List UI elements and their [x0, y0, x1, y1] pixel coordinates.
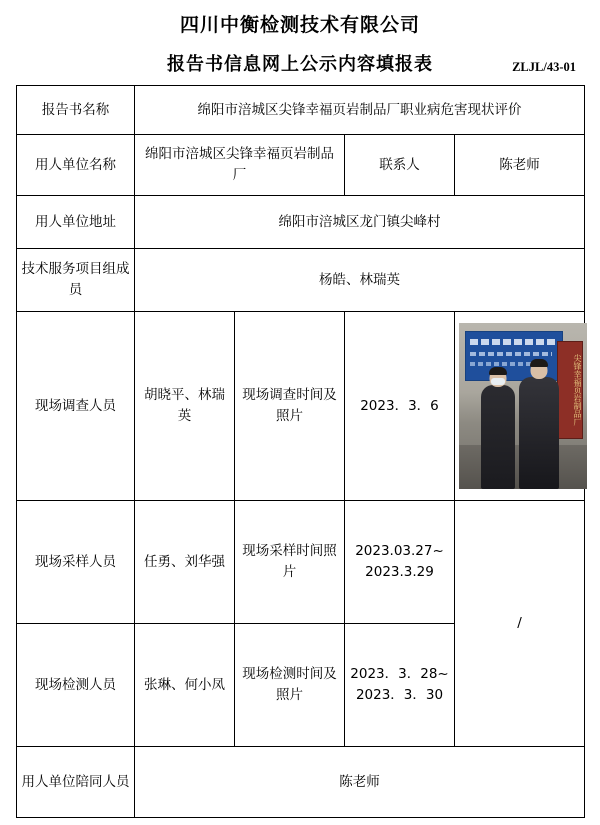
photo-scroll-text: 尖锋幸福页岩制品厂: [573, 354, 582, 426]
table-row-project-team: [17, 249, 585, 312]
contact-value: 陈老师: [455, 135, 585, 196]
report-name-label: 报告书名称: [17, 86, 135, 135]
project-team-label: 技术服务项目组成员: [17, 249, 135, 312]
table-row-employer-address: [17, 196, 585, 249]
table-row-employer-name: [17, 135, 585, 196]
report-name-value: 绵阳市涪城区尖锋幸福页岩制品厂职业病危害现状评价: [135, 86, 585, 135]
site-testing-time-label: 现场检测时间及照片: [235, 624, 345, 747]
accompany-label: 用人单位陪同人员: [17, 747, 135, 818]
company-title: 四川中衡检测技术有限公司: [179, 14, 420, 36]
photo-person-left: [481, 385, 515, 489]
employer-name-value: 绵阳市涪城区尖锋幸福页岩制品厂: [135, 135, 345, 196]
site-sampling-date: 2023.03.27~ 2023.3.29: [345, 501, 455, 624]
photo-wall-scroll: [557, 341, 583, 439]
table-row-accompany: [17, 747, 585, 818]
photo-person-left-hair: [489, 367, 507, 375]
accompany-value: 陈老师: [135, 747, 585, 818]
table-row-report-name: [17, 86, 585, 135]
photo-person-right: [519, 377, 559, 489]
project-team-value: 杨皓、林瑞英: [135, 249, 585, 312]
form-title: 报告书信息网上公示内容填报表: [167, 54, 433, 75]
table-row-site-survey: [17, 312, 585, 501]
site-survey-date: 2023．3．6: [345, 312, 455, 501]
site-photo-placeholder: /: [455, 501, 585, 747]
site-survey-time-label: 现场调查时间及照片: [235, 312, 345, 501]
site-sampling-personnel: 任勇、刘华强: [135, 501, 235, 624]
site-survey-photo-cell: [455, 312, 585, 501]
document-page: [0, 10, 600, 825]
photo-person-left-mask: [491, 378, 505, 385]
site-testing-label: 现场检测人员: [17, 624, 135, 747]
photo-banner: [465, 331, 563, 381]
photo-banner-text-line-2: [470, 352, 552, 356]
site-survey-personnel: 胡晓平、林瑞英: [135, 312, 235, 501]
contact-label: 联系人: [345, 135, 455, 196]
employer-address-label: 用人单位地址: [17, 196, 135, 249]
site-survey-photo: [459, 323, 587, 489]
document-code: ZLJL/43-01: [512, 60, 576, 74]
site-testing-personnel: 张琳、何小凤: [135, 624, 235, 747]
photo-banner-text-line-1: [470, 339, 558, 345]
employer-name-label: 用人单位名称: [17, 135, 135, 196]
site-sampling-label: 现场采样人员: [17, 501, 135, 624]
table-row-site-sampling: [17, 501, 585, 624]
report-info-table: [16, 85, 585, 818]
site-testing-date: 2023．3．28~ 2023．3．30: [345, 624, 455, 747]
site-survey-label: 现场调查人员: [17, 312, 135, 501]
photo-person-right-hair: [530, 359, 548, 367]
site-sampling-time-label: 现场采样时间照片: [235, 501, 345, 624]
form-title-row: [16, 50, 584, 76]
employer-address-value: 绵阳市涪城区龙门镇尖峰村: [135, 196, 585, 249]
